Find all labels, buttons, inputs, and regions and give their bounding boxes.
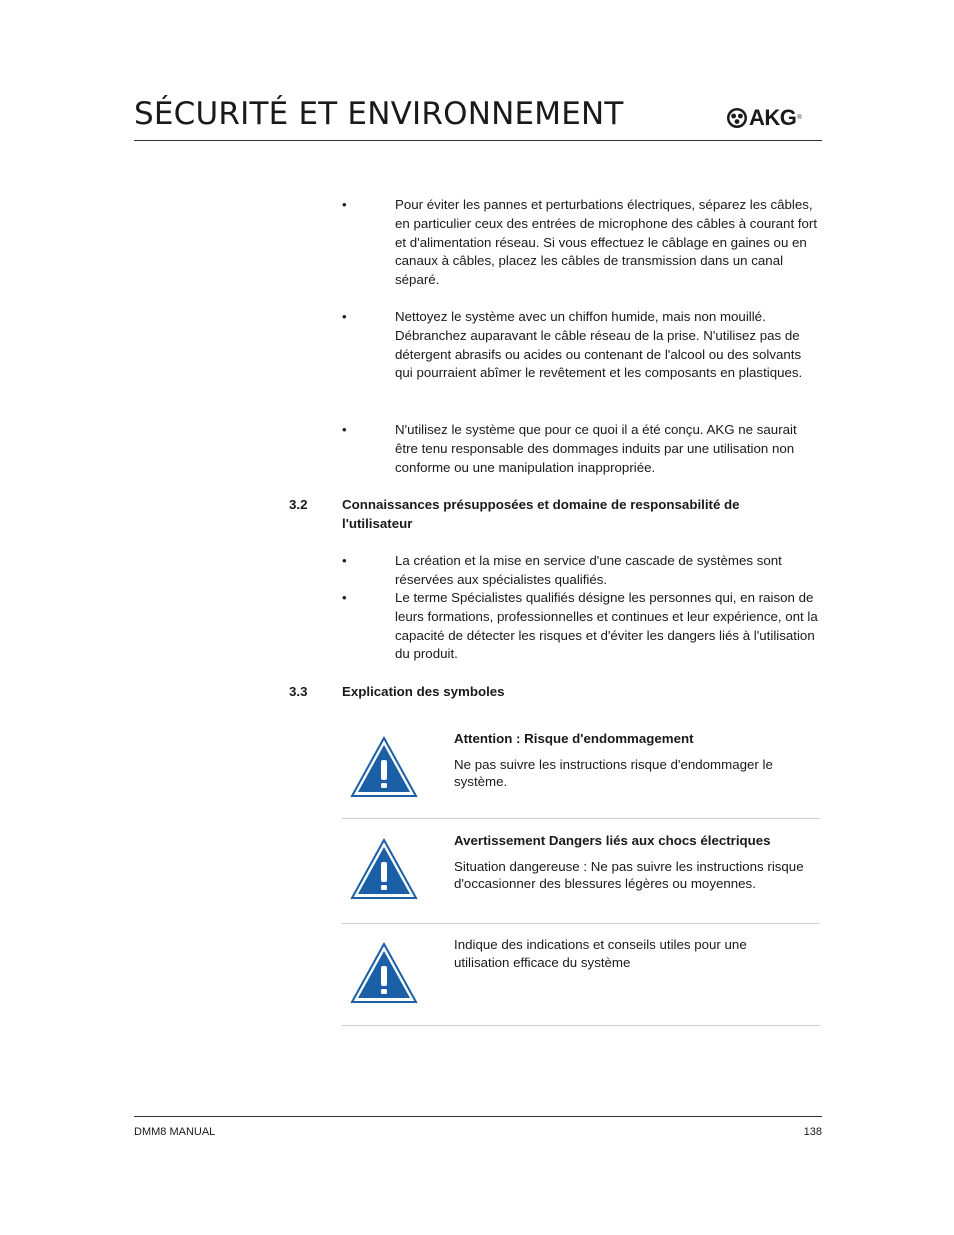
bullet-text: La création et la mise en service d'une cascade de systèmes sont réservées aux spécialistes qualifiés. (395, 553, 782, 587)
section-number: 3.3 (289, 684, 308, 699)
page-title: SÉCURITÉ ET ENVIRONNEMENT (134, 96, 624, 132)
logo-trademark: ® (797, 115, 802, 121)
page-number: 138 (803, 1126, 822, 1138)
bullet-marker: • (342, 197, 347, 212)
list-item (342, 589, 822, 664)
list-item (342, 552, 822, 590)
symbol-row (342, 832, 820, 922)
warning-triangle-icon (350, 736, 418, 798)
list-item (342, 196, 822, 290)
symbol-title: Attention : Risque d'endommagement (454, 731, 694, 746)
footer-divider (134, 1116, 822, 1117)
symbol-text: Situation dangereuse : Ne pas suivre les instructions risque d'occasionner des blessures légères ou moyennes. (454, 858, 804, 891)
list-item (342, 421, 822, 477)
bullet-text: N'utilisez le système que pour ce quoi il a été conçu. AKG ne saurait être tenu responsable des dommages induits par une utilisation non conforme ou une manipulation inappropriée. (395, 422, 797, 475)
warning-triangle-icon (350, 942, 418, 1004)
bullet-marker: • (342, 422, 347, 437)
warning-triangle-icon (350, 838, 418, 900)
symbol-description (454, 730, 804, 791)
symbol-divider (342, 923, 820, 924)
akg-emblem-icon (726, 107, 748, 129)
symbol-divider (342, 1025, 820, 1026)
section-title: Explication des symboles (342, 684, 505, 699)
list-item (342, 308, 822, 383)
section-title: Connaissances présupposées et domaine de responsabilité de l'utilisateur (342, 497, 740, 531)
symbol-title: Avertissement Dangers liés aux chocs électriques (454, 833, 771, 848)
footer-manual-name: DMM8 MANUAL (134, 1126, 216, 1138)
bullet-marker: • (342, 590, 347, 605)
section-heading-3-2 (289, 496, 819, 536)
symbol-text: Ne pas suivre les instructions risque d'endommager le système. (454, 756, 773, 789)
symbol-row (342, 730, 820, 818)
bullet-text: Le terme Spécialistes qualifiés désigne les personnes qui, en raison de leurs formations, professionnelles et continues et leur expérience, ont la capacité de détecter les risques et d'éviter les dangers liés à l'utilisation du produit. (395, 590, 818, 662)
bullet-marker: • (342, 553, 347, 568)
symbol-text: Indique des indications et conseils utiles pour une utilisation efficace du système (454, 937, 747, 970)
section-heading-3-3 (289, 683, 819, 703)
header-divider (134, 140, 822, 141)
bullet-text: Pour éviter les pannes et perturbations électriques, séparez les câbles, en particulier ceux des entrées de microphone des câbles à courant fort et d'alimentation réseau. Si vous effectuez le câblage en gaines ou en canaux à câbles, placez les câbles de transmission dans un canal séparé. (395, 197, 818, 288)
logo-wordmark: AKG (749, 105, 797, 130)
symbol-description (454, 832, 804, 893)
symbol-row (342, 936, 820, 1024)
bullet-marker: • (342, 309, 347, 324)
symbol-divider (342, 818, 820, 819)
bullet-text: Nettoyez le système avec un chiffon humide, mais non mouillé. Débranchez auparavant le câble réseau de la prise. N'utilisez pas de détergent abrasifs ou acides ou contenant de l'alcool ou des solvants qui pourraient abîmer le revêtement et les composants en plastiques. (395, 309, 803, 381)
section-number: 3.2 (289, 497, 308, 512)
symbol-description (454, 936, 804, 971)
akg-logo (726, 106, 824, 130)
